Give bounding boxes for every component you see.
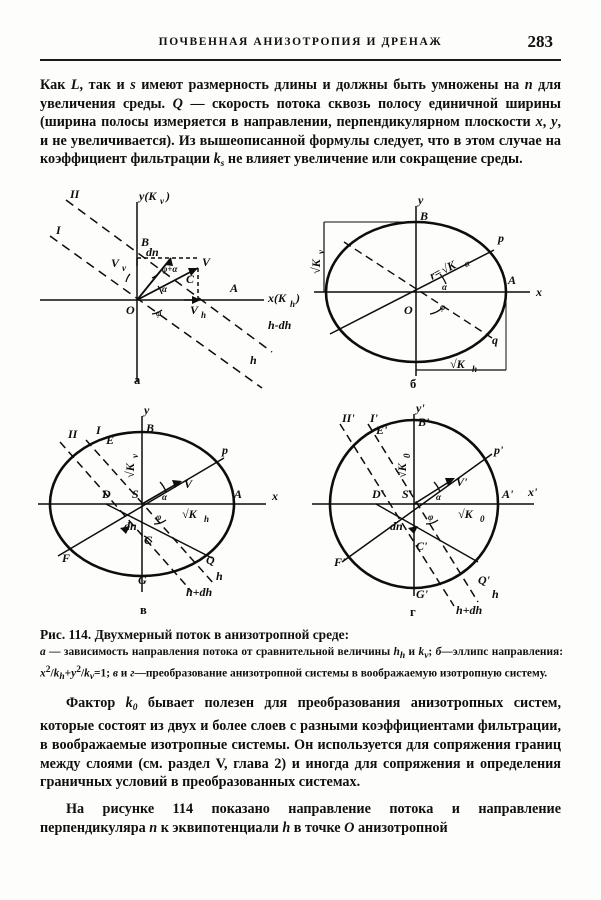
panel-b-label-p: p bbox=[498, 231, 504, 245]
panel-v-label-II: II bbox=[68, 427, 78, 441]
panel-a-label-alpha: α bbox=[162, 284, 167, 294]
panel-a-label-h-dh: h-dh bbox=[268, 318, 292, 332]
panel-g-label-I: I' bbox=[370, 411, 379, 425]
panel-a-label-O: O bbox=[126, 303, 135, 317]
panel-g-label-V: V' bbox=[456, 475, 468, 489]
panel-v-flow-line bbox=[58, 458, 224, 556]
panel-g-label-x-axis: x' bbox=[528, 485, 538, 499]
panel-a-label-y-axis: y(K bbox=[139, 189, 157, 203]
panel-a-label-B: B bbox=[141, 235, 150, 249]
panel-g-label-radius-v-sub: 0 bbox=[402, 453, 412, 458]
panel-g-label-D: D' bbox=[372, 487, 384, 501]
panel-b-label-radius-sqrt: √K bbox=[438, 257, 458, 277]
figure-panel-g bbox=[306, 396, 567, 624]
panel-b-label-semi-h-sub: h bbox=[472, 364, 478, 374]
panel-a-label-phi: φ bbox=[156, 308, 162, 318]
panel-g-dn-arrowhead bbox=[408, 526, 418, 534]
figure-caption bbox=[40, 626, 563, 685]
panel-v-panel-letter: в bbox=[140, 603, 147, 617]
panel-a-label-x-axis-close: ) bbox=[296, 291, 300, 305]
panel-a-label-x-axis: x(K bbox=[268, 291, 286, 305]
panel-v-label-semi-h: √K bbox=[182, 507, 197, 521]
paragraph-middle bbox=[40, 694, 561, 792]
panel-a-label-Vv-sub: v bbox=[122, 263, 126, 273]
panel-a-label-Vv: V bbox=[111, 256, 120, 270]
panel-v-label-dn: dn bbox=[124, 519, 137, 533]
running-head bbox=[0, 32, 601, 66]
panel-v-label-phi: φ bbox=[156, 512, 162, 522]
panel-g-panel-letter: г bbox=[410, 605, 416, 619]
panel-a-label-A: A bbox=[230, 281, 239, 295]
panel-a-equipotential-II bbox=[66, 200, 272, 352]
panel-b-label-radius: r= bbox=[427, 264, 444, 283]
panel-g-label-A: A' bbox=[502, 487, 514, 501]
panel-v-label-h: h bbox=[216, 569, 223, 583]
panel-v-label-p: p bbox=[222, 443, 228, 457]
panel-v-label-G: G bbox=[138, 573, 147, 587]
panel-b-label-O: O bbox=[404, 303, 413, 317]
panel-v-label-Q: Q bbox=[206, 553, 215, 567]
panel-a-label-h: h bbox=[250, 353, 257, 367]
panel-g-equipotential-II bbox=[340, 424, 454, 606]
panel-v-label-C: C bbox=[144, 533, 153, 547]
panel-g-label-dn: dn bbox=[390, 519, 403, 533]
panel-g-label-Q: Q' bbox=[478, 573, 490, 587]
panel-b-label-radius-sub: α bbox=[462, 257, 472, 270]
panel-g-label-p: p' bbox=[494, 443, 504, 457]
paragraph-top bbox=[40, 76, 561, 174]
panel-v-label-semi-h-sub: h bbox=[204, 514, 210, 524]
figure-114 bbox=[34, 187, 567, 624]
panel-a-label-x-axis-sub: h bbox=[290, 299, 296, 309]
panel-g-label-radius-v: √K bbox=[395, 463, 409, 478]
panel-v-label-alpha: α bbox=[162, 492, 167, 502]
figure-panel-a bbox=[34, 187, 306, 396]
panel-v-label-semi-v-sub: v bbox=[130, 454, 140, 458]
panel-b-label-x-axis: x bbox=[536, 285, 542, 299]
panel-g-label-E: E' bbox=[376, 423, 388, 437]
panel-v-label-V: V bbox=[184, 477, 193, 491]
panel-a-label-C: C bbox=[186, 272, 195, 286]
panel-g-label-F: F' bbox=[334, 555, 346, 569]
running-title: ПОЧВЕННАЯ АНИЗОТРОПИЯ И ДРЕНАЖ bbox=[158, 36, 443, 48]
panel-g-label-G: G' bbox=[416, 587, 428, 601]
panel-v-label-x-axis: x bbox=[272, 489, 278, 503]
panel-b-label-y-axis: y bbox=[418, 193, 424, 207]
panel-v-label-D: D bbox=[102, 487, 111, 501]
panel-g-label-h: h bbox=[492, 587, 499, 601]
panel-b-label-alpha: α bbox=[442, 282, 447, 292]
paragraph-middle-text: Фактор $k_0$ бывает полезен для преобразования анизотропных систем, которые состоят из двух и более слоев с разными коэффициентами фильтрации, в воображаемые изотропные системы. Он используется для сопряжения границ между слоями (см. раздел V, глава 2) и иногда для сопряжения и определения граничных условий в преобразованных системах. bbox=[40, 695, 561, 791]
panel-g-label-alpha: α bbox=[436, 492, 441, 502]
figure-caption-main: Рис. 114. Двухмерный поток в анизотропной среде: bbox=[40, 627, 350, 642]
panel-b-panel-letter: б bbox=[410, 377, 417, 391]
panel-v-label-B: B bbox=[146, 421, 155, 435]
panel-a-label-Vh-sub: h bbox=[201, 310, 207, 320]
panel-g-label-radius-h: √K bbox=[458, 507, 473, 521]
panel-g-vector-V bbox=[414, 480, 452, 504]
panel-v-label-h-dh: h+dh bbox=[186, 585, 213, 599]
panel-a-label-II: II bbox=[70, 187, 80, 201]
panel-a-label-I: I bbox=[56, 223, 61, 237]
panel-b-label-A: A bbox=[508, 273, 517, 287]
header-rule bbox=[40, 59, 561, 61]
panel-g-label-S: S' bbox=[402, 487, 413, 501]
panel-b-label-q: q bbox=[492, 333, 498, 347]
paragraph-bottom-text: На рисунке 114 показано направление потока и направление перпендикуляра n к эквипотенциали h в точке O анизотропной bbox=[40, 801, 561, 836]
panel-a-label-phi-alpha: φ+α bbox=[162, 264, 178, 274]
panel-b-label-B: B bbox=[420, 209, 429, 223]
figure-panel-v bbox=[34, 396, 306, 624]
paragraph-bottom bbox=[40, 800, 561, 837]
panel-v-angle-alpha-tick bbox=[160, 482, 166, 492]
panel-g-label-y-axis: y' bbox=[416, 401, 425, 415]
panel-g-label-C: C' bbox=[416, 539, 428, 553]
panel-g-label-h-dh: h+dh bbox=[456, 603, 483, 617]
panel-b-label-semi-v-sub: v bbox=[316, 250, 326, 254]
panel-a-label-y-axis-sub: v bbox=[160, 196, 164, 206]
figure-panel-b bbox=[306, 192, 567, 396]
panel-a-label-Vh: V bbox=[190, 303, 199, 317]
panel-b-label-semi-v: √K bbox=[309, 259, 323, 274]
panel-a-label-V: V bbox=[202, 255, 211, 269]
page-number: 283 bbox=[527, 32, 553, 51]
figure-caption-sub: а — зависимость направления потока от сравнительной величины $h_h$ и $k_v$; б—эллипс направления: $x^2/k_h+y^2/k_v=1$; в и г—преобразование анизотропной системы в воображаемую изотропную систему. bbox=[40, 646, 563, 683]
panel-b-label-phi: φ bbox=[440, 302, 446, 312]
panel-v-label-F: F bbox=[62, 551, 71, 565]
panel-v-label-I: I bbox=[96, 423, 101, 437]
panel-g-label-II: II' bbox=[342, 411, 355, 425]
panel-v-label-y-axis: y bbox=[144, 403, 150, 417]
panel-a-label-y-axis-close: ) bbox=[166, 189, 170, 203]
panel-a-panel-letter: а bbox=[134, 373, 141, 387]
panel-v-label-A: A bbox=[234, 487, 243, 501]
panel-a-label-dn: dn bbox=[146, 245, 159, 259]
panel-b-label-semi-h: √K bbox=[450, 357, 465, 371]
panel-b-conjugate-line bbox=[344, 242, 492, 338]
panel-a-angle-psi-tick bbox=[126, 274, 130, 282]
panel-g-label-phi: φ bbox=[428, 512, 434, 522]
panel-g-label-B: B' bbox=[418, 415, 430, 429]
panel-g-label-radius-h-sub: 0 bbox=[480, 514, 485, 524]
paragraph-top-text: Как L, так и s имеют размерность длины и должны быть умножены на n для увеличения среды. Q — скорость потока сквозь полосу единичной ширины (ширина полосы измеряется в направлении, перпендикулярном плоскости x, y, и не увеличивается). Из вышеописанной формулы следует, что в этом случае на коэффициент фильтрации $k_s$ не влияет увеличение или сокращение среды. bbox=[40, 77, 562, 170]
panel-v-label-E: E bbox=[106, 433, 115, 447]
panel-v-label-S: S bbox=[132, 487, 139, 501]
panel-v-label-semi-v: √K bbox=[123, 463, 137, 478]
